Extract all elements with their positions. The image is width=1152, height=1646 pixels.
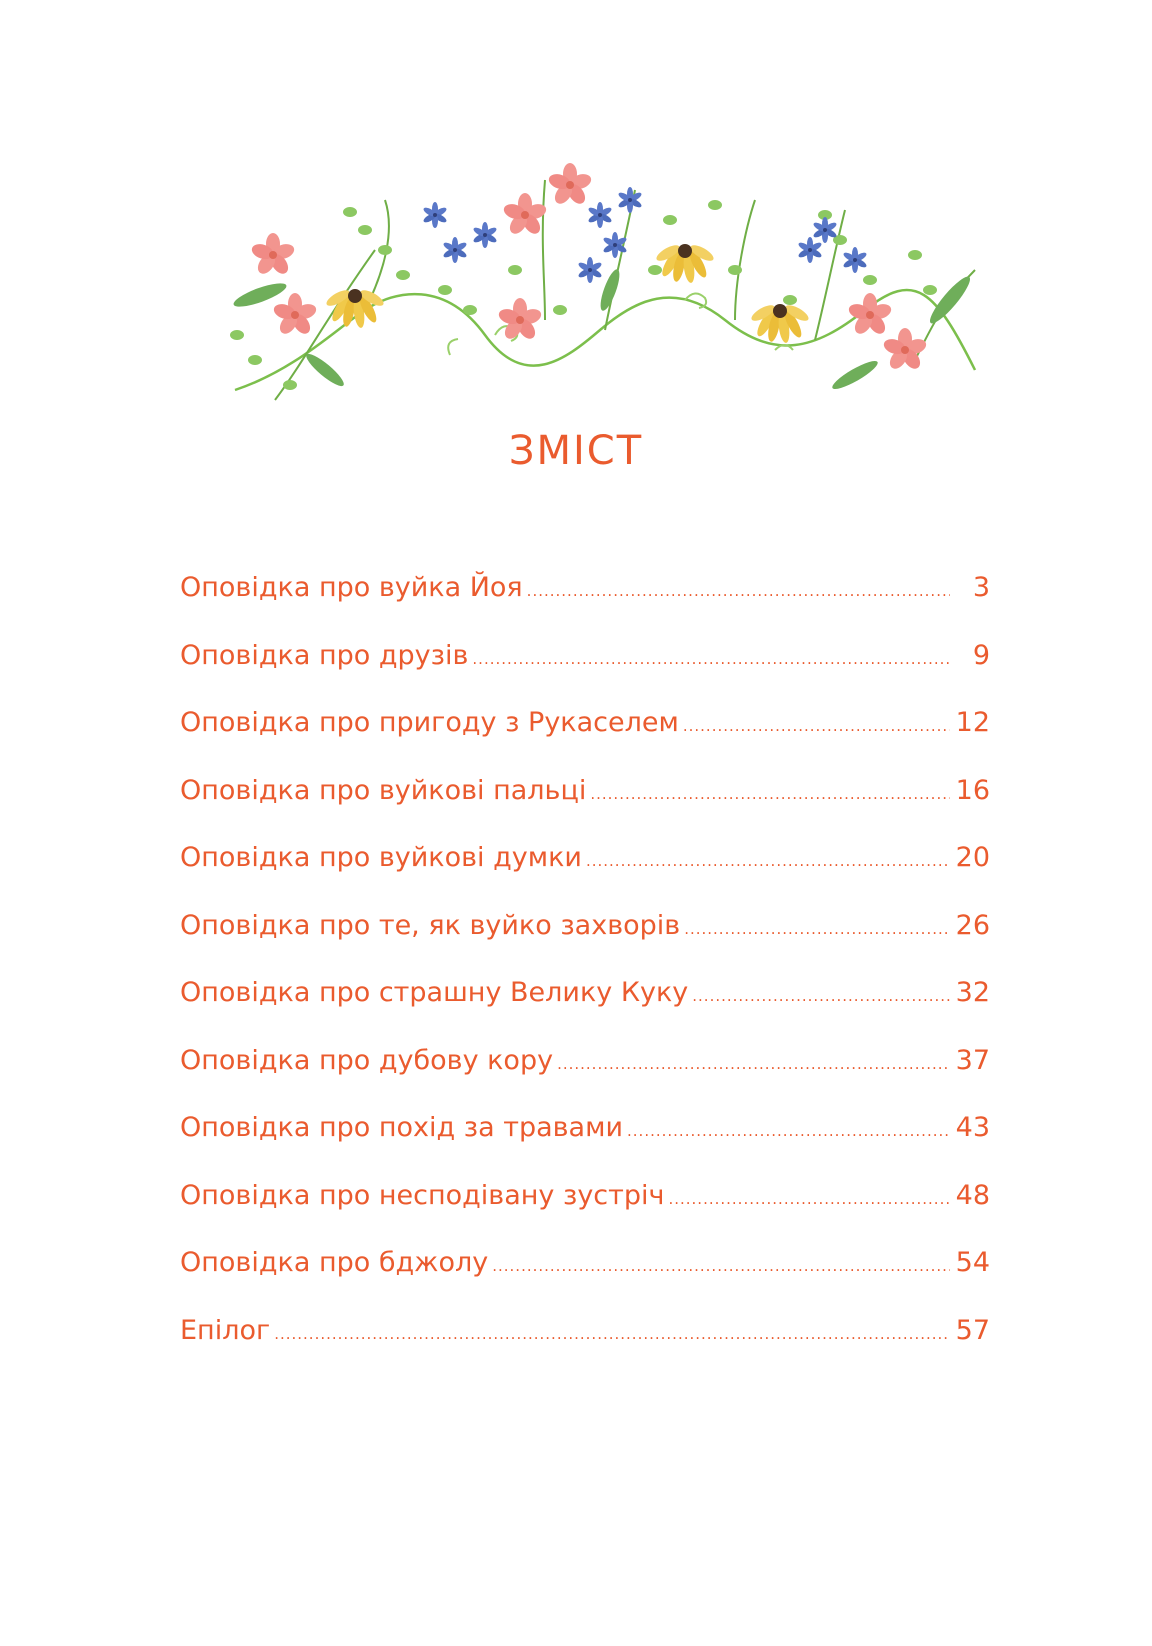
toc-entry-title: Оповідка про страшну Велику Куку	[180, 977, 689, 1008]
toc-dot-leader	[627, 1122, 950, 1140]
toc-dot-leader	[472, 650, 950, 668]
toc-dot-leader	[492, 1257, 950, 1275]
toc-dot-leader	[668, 1190, 950, 1208]
toc-entry-title: Оповідка про вуйка Йоя	[180, 572, 523, 603]
toc-dot-leader	[590, 785, 950, 803]
toc-entry-title: Оповідка про бджолу	[180, 1247, 489, 1278]
toc-entry-title: Епілог	[180, 1314, 271, 1346]
toc-entry-title: Оповідка про вуйкові думки	[180, 842, 582, 873]
toc-entry-page: 37	[955, 1044, 990, 1076]
toc-entry[interactable]	[180, 572, 990, 640]
toc-entry-page: 57	[955, 1314, 990, 1346]
toc-entry[interactable]	[180, 910, 990, 978]
toc-entry-page: 26	[955, 909, 990, 941]
toc-entry-page: 3	[972, 572, 990, 603]
toc-entry[interactable]	[180, 977, 990, 1045]
toc-entry[interactable]	[180, 1112, 990, 1180]
toc-entry-page: 32	[955, 977, 990, 1008]
toc-dot-leader	[692, 987, 950, 1005]
toc-dot-leader	[274, 1325, 950, 1343]
toc-entry-title: Оповідка про дубову кору	[180, 1044, 554, 1076]
toc-entry-title: Оповідка про те, як вуйко захворів	[180, 909, 681, 941]
toc-entry-page: 54	[955, 1247, 990, 1278]
page-title: ЗМІСТ	[508, 428, 644, 474]
toc-entry-title: Оповідка про друзів	[180, 639, 469, 671]
toc-dot-leader	[684, 920, 950, 938]
toc-entry[interactable]	[180, 1247, 990, 1315]
toc-entry-page: 43	[955, 1112, 990, 1143]
toc-entry-page: 48	[955, 1179, 990, 1211]
table-of-contents	[180, 572, 990, 1382]
toc-dot-leader	[683, 717, 950, 735]
toc-entry-page: 20	[955, 842, 990, 873]
toc-entry-page: 12	[955, 707, 990, 738]
toc-entry[interactable]	[180, 1180, 990, 1248]
floral-garland-illustration	[215, 160, 985, 420]
toc-entry-page: 9	[972, 639, 990, 671]
toc-entry-title: Оповідка про вуйкові пальці	[180, 774, 587, 806]
toc-entry[interactable]	[180, 842, 990, 910]
toc-dot-leader	[557, 1055, 950, 1073]
toc-dot-leader	[527, 582, 950, 600]
toc-entry[interactable]	[180, 707, 990, 775]
toc-entry-page: 16	[955, 774, 990, 806]
toc-entry-title: Оповідка про несподівану зустріч	[180, 1179, 665, 1211]
toc-entry[interactable]	[180, 640, 990, 708]
toc-dot-leader	[586, 852, 950, 870]
toc-entry-title: Оповідка про похід за травами	[180, 1112, 624, 1143]
toc-entry-title: Оповідка про пригоду з Рукаселем	[180, 707, 679, 738]
toc-entry[interactable]	[180, 1315, 990, 1383]
toc-entry[interactable]	[180, 775, 990, 843]
toc-entry[interactable]	[180, 1045, 990, 1113]
